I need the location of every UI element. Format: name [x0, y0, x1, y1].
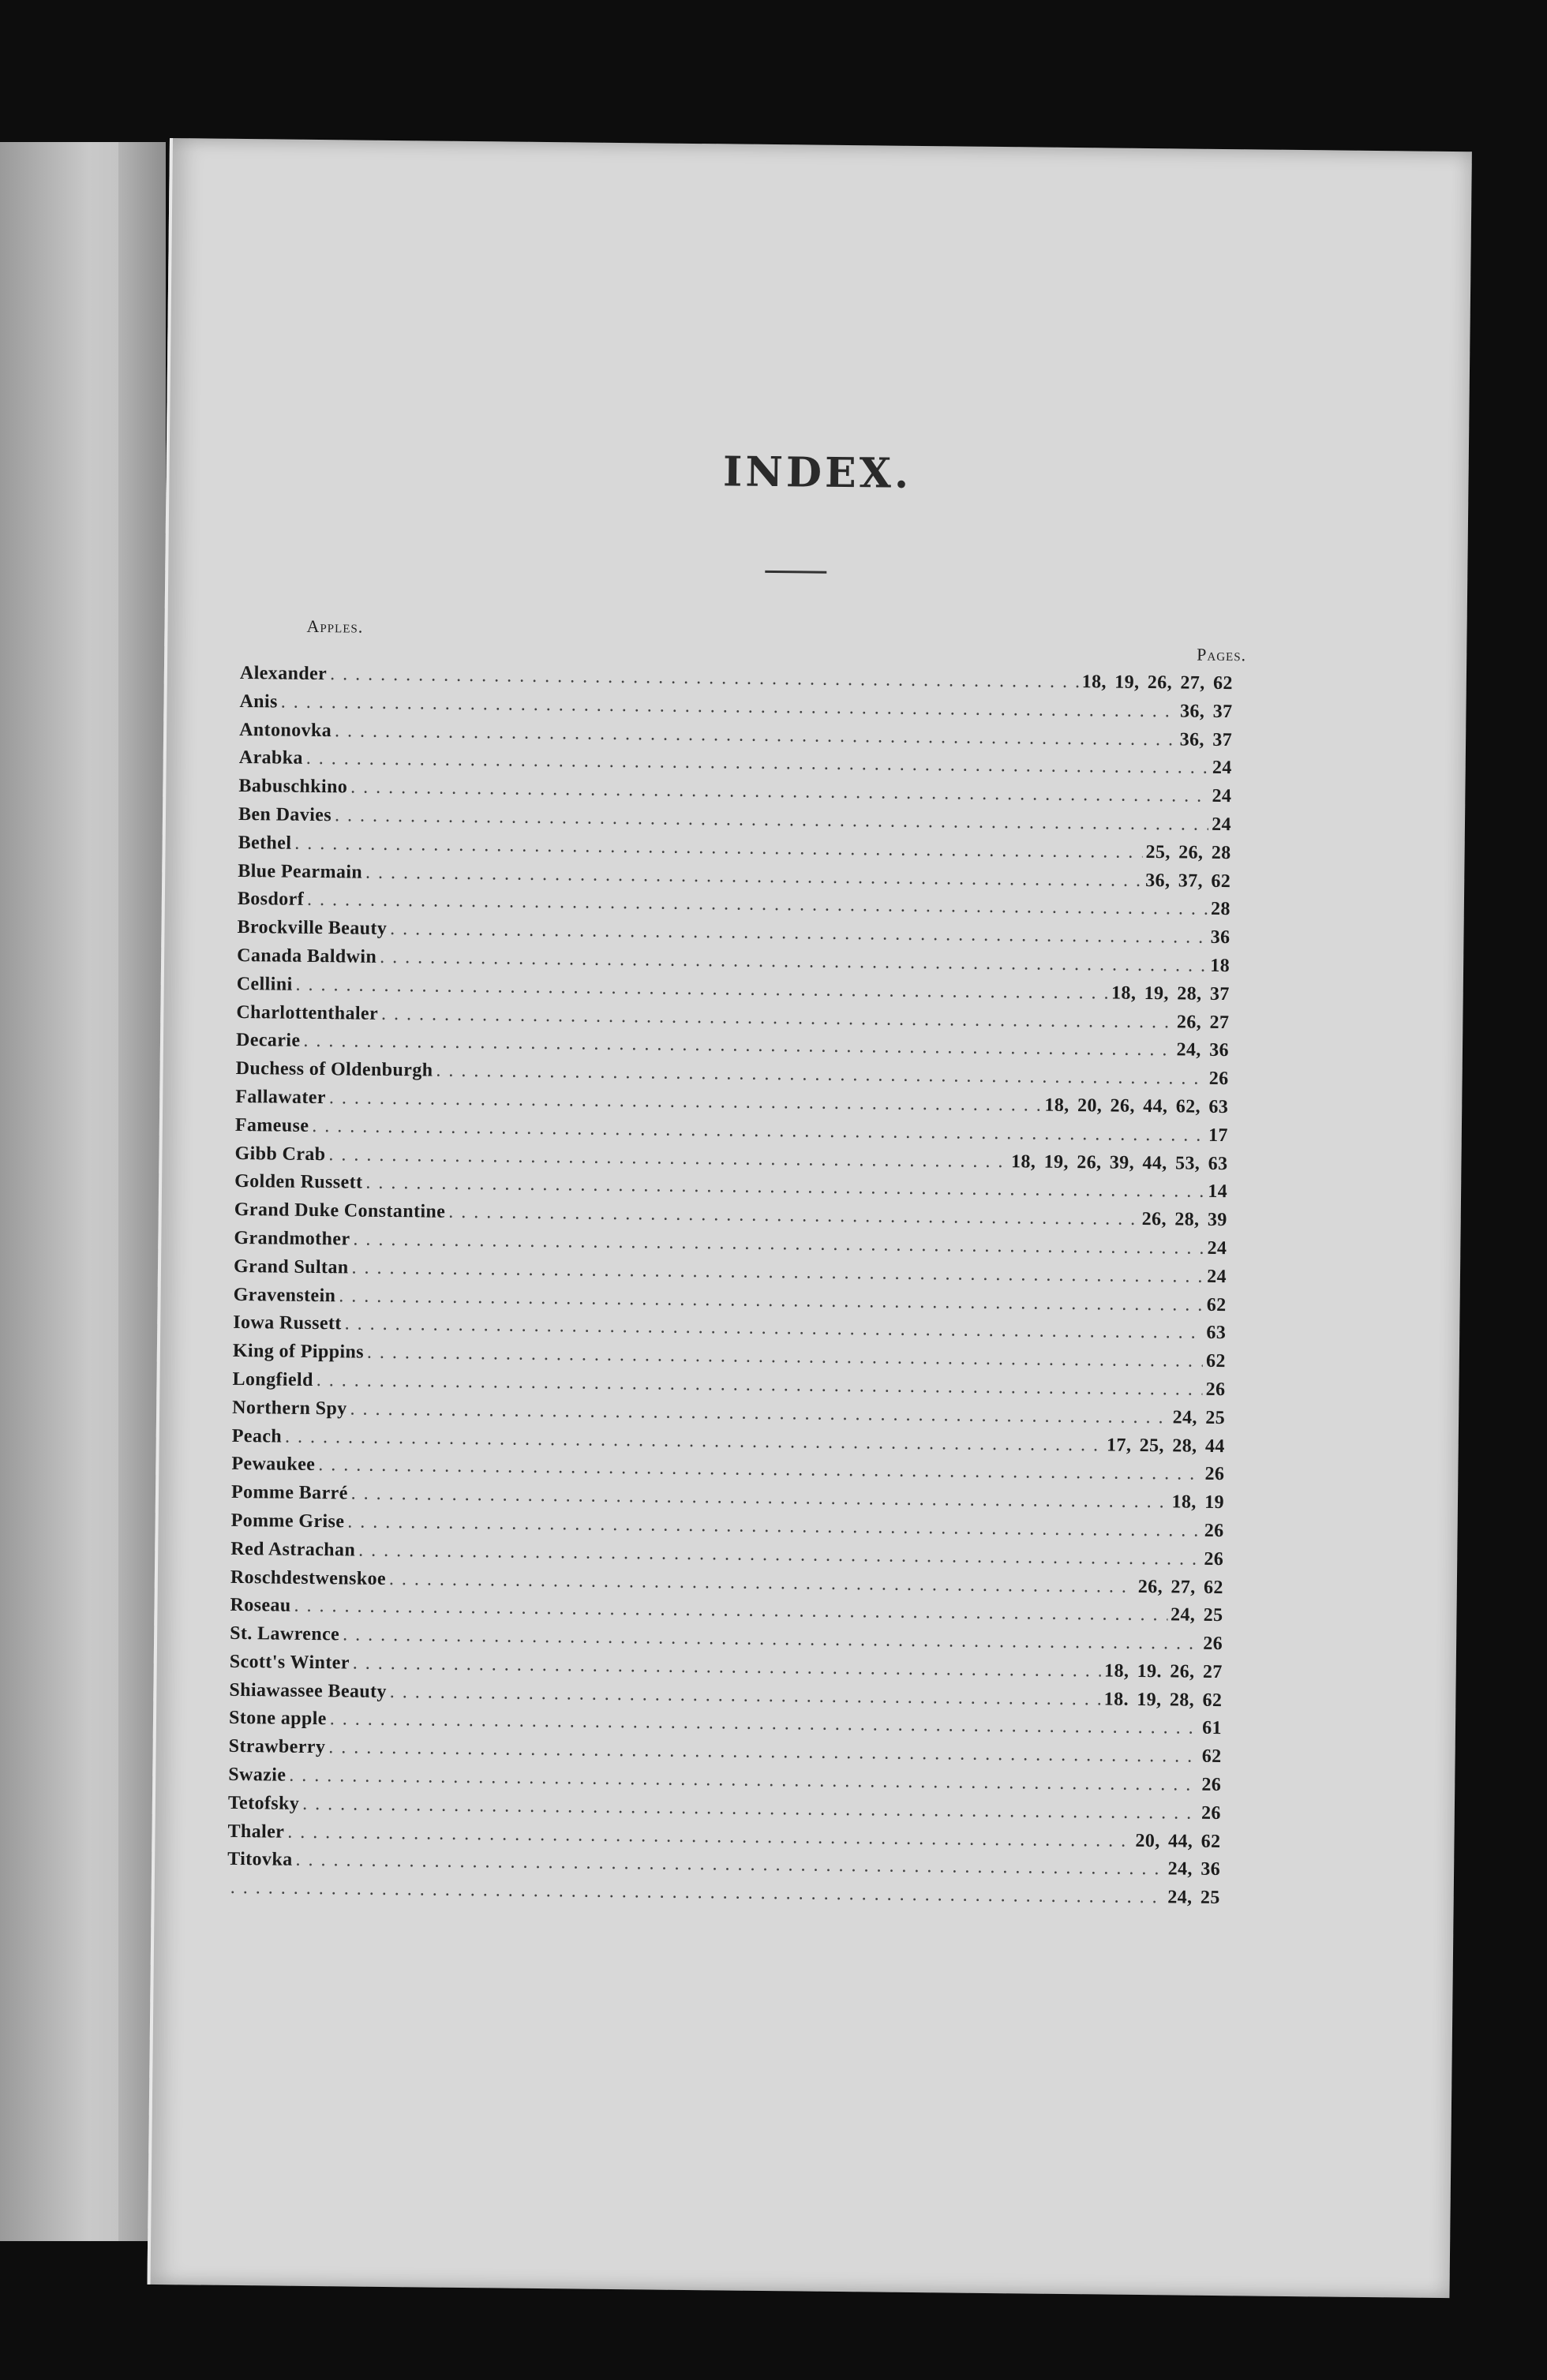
entry-pages: 24, 36 — [1176, 1039, 1230, 1061]
entry-name: Pomme Grise — [230, 1510, 345, 1532]
entry-pages: 62 — [1201, 1746, 1222, 1768]
entry-name: Anis — [239, 690, 278, 713]
section-heading: Apples. — [306, 616, 364, 637]
entry-pages: 26 — [1204, 1520, 1224, 1541]
entry-name: Tetofsky — [227, 1792, 300, 1814]
entry-name: Titovka — [227, 1849, 293, 1871]
entry-name: Peach — [231, 1425, 283, 1447]
entry-pages: 18, 20, 26, 44, 62, 63 — [1044, 1095, 1229, 1118]
entry-pages: 18 — [1210, 955, 1230, 977]
entry-pages: 18, 19, 28, 37 — [1111, 982, 1230, 1005]
entry-name: Gibb Crab — [234, 1143, 326, 1165]
entry-pages: 61 — [1202, 1718, 1223, 1739]
entry-pages: 26, 27, 62 — [1137, 1576, 1223, 1598]
entry-pages: 25, 26, 28 — [1145, 841, 1231, 863]
entry-pages: 14 — [1208, 1181, 1228, 1203]
entry-name: Charlottenthaler — [236, 1001, 379, 1024]
entry-pages: 24 — [1212, 814, 1232, 836]
entry-name: Thaler — [227, 1821, 285, 1843]
entry-pages: 26 — [1208, 1068, 1229, 1090]
entry-pages: 24, 25 — [1172, 1407, 1226, 1428]
entry-pages: 18. 19, 28, 62 — [1103, 1689, 1223, 1711]
entry-name: Gravenstein — [233, 1284, 336, 1306]
entry-pages: 24 — [1207, 1266, 1227, 1287]
entry-name: Bethel — [238, 832, 292, 854]
entry-pages: 63 — [1206, 1323, 1227, 1344]
entry-name: Longfield — [232, 1368, 313, 1390]
pages-heading: Pages. — [1197, 644, 1247, 665]
entry-pages: 36 — [1210, 927, 1230, 949]
entry-name: Bosdorf — [237, 889, 305, 911]
entry-name: Duchess of Oldenburgh — [235, 1058, 433, 1081]
entry-pages: 24 — [1212, 786, 1232, 807]
entry-pages: 24 — [1212, 758, 1232, 779]
entry-name: Grand Sultan — [233, 1255, 349, 1278]
entry-pages: 24, 25 — [1170, 1604, 1223, 1626]
entry-name: Fameuse — [234, 1114, 309, 1136]
entry-name: Red Astrachan — [230, 1538, 356, 1561]
entry-name: Strawberry — [228, 1736, 326, 1758]
index-page — [148, 138, 1472, 2298]
entry-pages: 24 — [1207, 1237, 1227, 1259]
entry-pages: 26, 28, 39 — [1141, 1209, 1227, 1231]
entry-name: Shiawassee Beauty — [229, 1679, 388, 1702]
entry-name: Roschdestwenskoe — [230, 1566, 387, 1589]
entry-name: St. Lawrence — [230, 1622, 340, 1645]
entry-name: Arabka — [238, 747, 304, 769]
entry-name: Pomme Barré — [230, 1482, 348, 1504]
entry-pages: 28 — [1210, 899, 1230, 920]
entry-pages: 26 — [1204, 1464, 1225, 1485]
entry-pages: 18, 19, 26, 39, 44, 53, 63 — [1010, 1151, 1228, 1174]
entry-name: Scott's Winter — [229, 1651, 350, 1674]
entry-name: Roseau — [230, 1595, 291, 1617]
entry-name: Grand Duke Constantine — [234, 1199, 446, 1222]
entry-pages: 17 — [1208, 1125, 1228, 1146]
entry-pages: 18, 19. 26, 27 — [1103, 1660, 1223, 1682]
entry-pages: 26 — [1201, 1802, 1221, 1824]
entry-name: Cellini — [236, 973, 293, 995]
entry-pages: 24, 25 — [1167, 1887, 1220, 1909]
entry-pages: 18, 19, 26, 27, 62 — [1081, 672, 1233, 694]
entry-pages: 18, 19 — [1171, 1491, 1225, 1514]
index-entries — [227, 660, 1233, 1913]
entry-pages: 17, 25, 28, 44 — [1106, 1435, 1225, 1457]
entry-name: Babuschkino — [238, 776, 348, 798]
entry-name: Grandmother — [234, 1227, 350, 1250]
entry-name: Blue Pearmain — [238, 860, 363, 883]
page-title: INDEX. — [722, 447, 912, 498]
entry-pages: 62 — [1206, 1294, 1227, 1315]
entry-pages: 26, 27 — [1176, 1011, 1230, 1033]
entry-name: Ben Davies — [238, 803, 332, 826]
entry-name: Canada Baldwin — [237, 945, 377, 967]
entry-name: Northern Spy — [232, 1397, 347, 1420]
entry-pages: 26 — [1203, 1633, 1223, 1655]
entry-pages: 36, 37, 62 — [1145, 870, 1231, 892]
entry-name: Decarie — [235, 1030, 301, 1052]
entry-pages: 62 — [1205, 1350, 1226, 1372]
entry-name: Swazie — [228, 1764, 287, 1786]
entry-pages: 26 — [1205, 1379, 1226, 1401]
entry-name: Fallawater — [235, 1086, 327, 1109]
entry-name: Antonovka — [239, 719, 332, 741]
entry-pages: 26 — [1201, 1774, 1222, 1796]
entry-name: King of Pippins — [232, 1341, 365, 1363]
entry-name: Brockville Beauty — [237, 917, 388, 940]
entry-pages: 36, 37 — [1179, 729, 1233, 750]
entry-name: Pewaukee — [231, 1454, 316, 1476]
entry-name: Golden Russett — [234, 1171, 363, 1193]
entry-name: Iowa Russett — [233, 1312, 342, 1334]
entry-name: Alexander — [239, 662, 328, 685]
entry-name: Stone apple — [228, 1708, 327, 1730]
entry-pages: 20, 44, 62 — [1135, 1830, 1221, 1852]
entry-pages: 24, 36 — [1167, 1858, 1221, 1880]
entry-pages: 36, 37 — [1179, 701, 1233, 722]
entry-pages: 26 — [1204, 1548, 1224, 1570]
